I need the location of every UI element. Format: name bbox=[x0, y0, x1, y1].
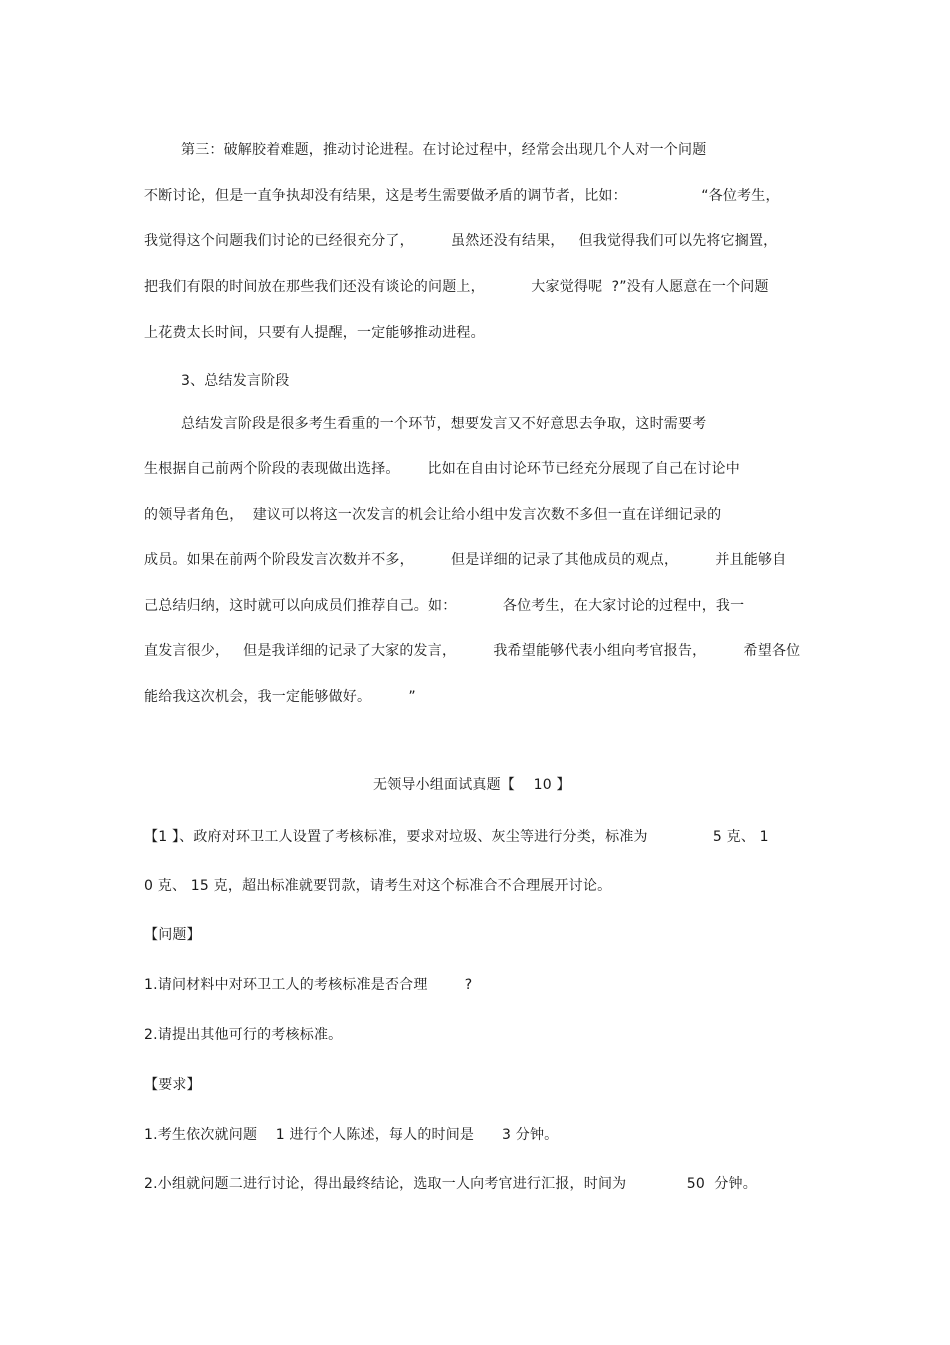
paragraph-line: 成员。如果在前两个阶段发言次数并不多， 但是详细的记录了其他成员的观点， 并且能够自 bbox=[144, 552, 787, 568]
problem-item: 2.请提出其他可行的考核标准。 bbox=[144, 1027, 343, 1043]
paragraph-line: 总结发言阶段是很多考生看重的一个环节，想要发言又不好意思去争取，这时需要考 bbox=[181, 416, 707, 432]
paragraph-line: 不断讨论，但是一直争执却没有结果，这是考生需要做矛盾的调节者，比如： “各位考生， bbox=[144, 188, 780, 204]
paragraph-line: 上花费太长时间，只要有人提醒，一定能够推动进程。 bbox=[144, 325, 485, 341]
paragraph-line: 第三：破解胶着难题，推动讨论进程。在讨论过程中，经常会出现几个人对一个问题 bbox=[181, 142, 707, 158]
exam-title: 无领导小组面试真题【 10 】 bbox=[373, 777, 571, 793]
problem-label: 【问题】 bbox=[144, 927, 201, 943]
requirement-item: 2.小组就问题二进行讨论，得出最终结论，选取一人向考官进行汇报，时间为 50 分钟。 bbox=[144, 1176, 757, 1192]
problem-item: 1.请问材料中对环卫工人的考核标准是否合理 ? bbox=[144, 977, 473, 993]
requirement-item: 1.考生依次就问题 1 进行个人陈述，每人的时间是 3 分钟。 bbox=[144, 1127, 559, 1143]
question-line: 【1 】、政府对环卫工人设置了考核标准，要求对垃圾、灰尘等进行分类，标准为 5 克、 1 bbox=[144, 829, 769, 845]
requirement-label: 【要求】 bbox=[144, 1077, 201, 1093]
paragraph-line: 的领导者角色， 建议可以将这一次发言的机会让给小组中发言次数不多但一直在详细记录的 bbox=[144, 507, 722, 523]
paragraph-line: 生根据自己前两个阶段的表现做出选择。 比如在自由讨论环节已经充分展现了自己在讨论中 bbox=[144, 461, 740, 477]
question-line: 0 克、 15 克，超出标准就要罚款，请考生对这个标准合不合理展开讨论。 bbox=[144, 878, 612, 894]
paragraph-line: 能给我这次机会，我一定能够做好。 ” bbox=[144, 689, 416, 705]
paragraph-line: 把我们有限的时间放在那些我们还没有谈论的问题上， 大家觉得呢 ?”没有人愿意在一个问题 bbox=[144, 279, 769, 295]
paragraph-line: 我觉得这个问题我们讨论的已经很充分了， 虽然还没有结果， 但我觉得我们可以先将它搁置， bbox=[144, 233, 778, 249]
section-heading: 3、总结发言阶段 bbox=[181, 373, 290, 389]
paragraph-line: 直发言很少， 但是我详细的记录了大家的发言， 我希望能够代表小组向考官报告， 希望各位 bbox=[144, 643, 801, 659]
paragraph-line: 己总结归纳，这时就可以向成员们推荐自己。如： 各位考生，在大家讨论的过程中，我一 bbox=[144, 598, 745, 614]
